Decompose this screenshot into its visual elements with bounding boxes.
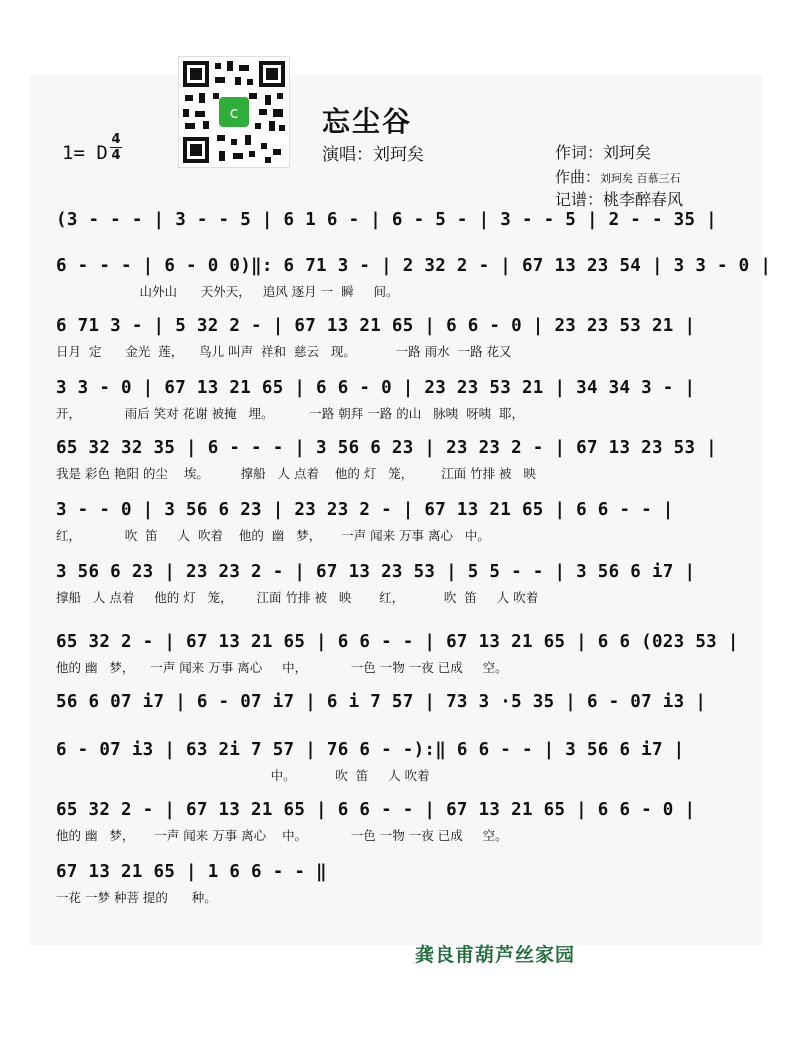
- notation-line: 65 32 2 - | 67 13 21 65 | 6 6 - - | 67 13 21 65 | 6 6 - 0 |: [56, 800, 696, 820]
- score-row: [56, 438, 746, 482]
- score-row: [56, 256, 772, 300]
- lyric-line: 中。 吹 笛 人 吹着: [56, 768, 430, 783]
- notation-line: 56 6 07 i7 | 6 - 07 i7 | 6 i 7 57 | 73 3 ·5 35 | 6 - 07 i3 |: [56, 692, 707, 712]
- time-signature: [110, 133, 122, 162]
- singer-credit: 演唱：刘珂矣: [322, 145, 424, 165]
- notation-line: 6 71 3 - | 5 32 2 - | 67 13 21 65 | 6 6 - 0 | 23 23 53 21 |: [56, 316, 696, 336]
- notation-line: 3 56 6 23 | 23 23 2 - | 67 13 23 53 | 5 5 - - | 3 56 6 i7 |: [56, 562, 696, 582]
- lyric-line: 一花 一梦 种菩 提的 种。: [56, 890, 217, 905]
- score-row: [56, 562, 746, 606]
- notation-line: 65 32 2 - | 67 13 21 65 | 6 6 - - | 67 13 21 65 | 6 6 (023 53 |: [56, 632, 739, 652]
- score-row: [56, 692, 746, 718]
- score-row: [56, 862, 746, 906]
- score-row: [56, 632, 746, 676]
- notation-line: 6 - - - | 6 - 0 0)‖: 6 71 3 - | 2 32 2 - | 67 13 23 54 | 3 3 - 0 |: [56, 256, 772, 276]
- notation-line: 65 32 32 35 | 6 - - - | 3 56 6 23 | 23 23 2 - | 67 13 23 53 |: [56, 438, 717, 458]
- score-row: [56, 316, 746, 360]
- lyric-line: 他的 幽 梦， 一声 闻来 万事 离心 中， 一色 一物 一夜 已成 空。: [56, 660, 508, 675]
- lyric-line: 我是 彩色 艳阳 的尘 埃。 撑船 人 点着 他的 灯 笼， 江面 竹排 被 映: [56, 466, 536, 481]
- lyric-line: 日月 定 金光 莲， 鸟儿 叫声 祥和 慈云 现。 一路 雨水 一路 花又: [56, 344, 512, 359]
- lyric-line: 开， 雨后 笑对 花谢 被掩 埋。 一路 朝拜 一路 的山 脉咦 呀咦 耶，: [56, 406, 525, 421]
- score-row: [56, 740, 746, 784]
- lyricist-credit: 作词：刘珂矣: [555, 143, 652, 162]
- time-signature-top: 4: [111, 132, 121, 147]
- time-signature-bottom: 4: [111, 148, 121, 163]
- composer-credit: [555, 166, 681, 187]
- score-row: [56, 210, 746, 236]
- notation-line: 3 - - 0 | 3 56 6 23 | 23 23 2 - | 67 13 21 65 | 6 6 - - |: [56, 500, 674, 520]
- notation-line: 6 - 07 i3 | 63 2i 7 57 | 76 6 - -):‖ 6 6 - - | 3 56 6 i7 |: [56, 740, 685, 760]
- score-row: [56, 800, 746, 844]
- song-title: 忘尘谷: [322, 105, 413, 138]
- notation-line: (3 - - - | 3 - - 5 | 6 1 6 - | 6 - 5 - | 3 - - 5 | 2 - - 35 |: [56, 210, 717, 230]
- qr-code: [178, 56, 290, 168]
- score-row: [56, 500, 746, 544]
- notation-line: 67 13 21 65 | 1 6 6 - - ‖: [56, 862, 327, 882]
- transcriber-credit: 记谱：桃李醉春风: [555, 190, 684, 209]
- lyric-line: 撑船 人 点着 他的 灯 笼， 江面 竹排 被 映 红， 吹 笛 人 吹着: [56, 590, 539, 605]
- footer-watermark: 龚良甫葫芦丝家园: [415, 944, 576, 966]
- qr-code-icon: [179, 57, 289, 167]
- svg-text:c: c: [229, 103, 239, 122]
- lyric-line: 红， 吹 笛 人 吹着 他的 幽 梦， 一声 闻来 万事 离心 中。: [56, 528, 490, 543]
- lyric-line: 山外山 天外天， 追风 逐月 一 瞬 间。: [56, 284, 399, 299]
- composer-label: 作曲：: [555, 168, 601, 186]
- lyric-line: 他的 幽 梦， 一声 闻来 万事 离心 中。 一色 一物 一夜 已成 空。: [56, 828, 508, 843]
- composer-names: 刘珂矣 百慕三石: [600, 172, 681, 185]
- score-row: [56, 378, 746, 422]
- notation-line: 3 3 - 0 | 67 13 21 65 | 6 6 - 0 | 23 23 53 21 | 34 34 3 - |: [56, 378, 696, 398]
- key-signature: 1= D: [62, 142, 108, 164]
